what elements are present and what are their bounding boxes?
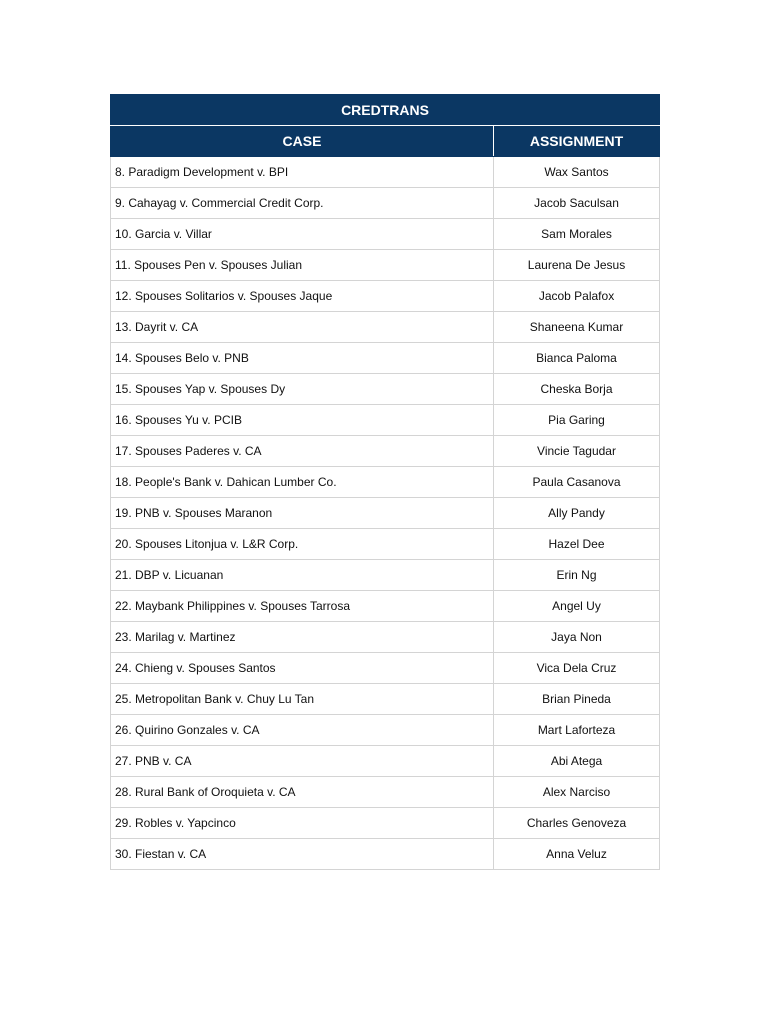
assignee-cell: Jacob Saculsan bbox=[494, 188, 660, 219]
assignee-cell: Vica Dela Cruz bbox=[494, 653, 660, 684]
case-name-cell: 10. Garcia v. Villar bbox=[111, 219, 494, 250]
table-row bbox=[111, 374, 660, 405]
assignee-cell: Anna Veluz bbox=[494, 839, 660, 870]
table-row bbox=[111, 250, 660, 281]
case-name-cell: 14. Spouses Belo v. PNB bbox=[111, 343, 494, 374]
case-name-cell: 24. Chieng v. Spouses Santos bbox=[111, 653, 494, 684]
case-name-cell: 18. People's Bank v. Dahican Lumber Co. bbox=[111, 467, 494, 498]
assignee-cell: Laurena De Jesus bbox=[494, 250, 660, 281]
case-name-cell: 27. PNB v. CA bbox=[111, 746, 494, 777]
table-row bbox=[111, 188, 660, 219]
case-name-cell: 29. Robles v. Yapcinco bbox=[111, 808, 494, 839]
assignee-cell: Erin Ng bbox=[494, 560, 660, 591]
case-name-cell: 20. Spouses Litonjua v. L&R Corp. bbox=[111, 529, 494, 560]
assignee-cell: Paula Casanova bbox=[494, 467, 660, 498]
table-row bbox=[111, 343, 660, 374]
column-header-row bbox=[111, 126, 660, 157]
case-assignment-sheet bbox=[110, 94, 659, 870]
table-row bbox=[111, 746, 660, 777]
assignee-cell: Shaneena Kumar bbox=[494, 312, 660, 343]
assignee-cell: Cheska Borja bbox=[494, 374, 660, 405]
table-row bbox=[111, 653, 660, 684]
table-row bbox=[111, 219, 660, 250]
table-row bbox=[111, 808, 660, 839]
table-row bbox=[111, 529, 660, 560]
assignee-cell: Vincie Tagudar bbox=[494, 436, 660, 467]
assignee-cell: Jacob Palafox bbox=[494, 281, 660, 312]
case-name-cell: 8. Paradigm Development v. BPI bbox=[111, 157, 494, 188]
assignee-cell: Hazel Dee bbox=[494, 529, 660, 560]
table-row bbox=[111, 715, 660, 746]
table-row bbox=[111, 467, 660, 498]
case-name-cell: 19. PNB v. Spouses Maranon bbox=[111, 498, 494, 529]
assignee-cell: Sam Morales bbox=[494, 219, 660, 250]
case-name-cell: 22. Maybank Philippines v. Spouses Tarrosa bbox=[111, 591, 494, 622]
table-row bbox=[111, 560, 660, 591]
case-name-cell: 16. Spouses Yu v. PCIB bbox=[111, 405, 494, 436]
assignee-cell: Abi Atega bbox=[494, 746, 660, 777]
table-row bbox=[111, 777, 660, 808]
table-row bbox=[111, 281, 660, 312]
case-name-cell: 17. Spouses Paderes v. CA bbox=[111, 436, 494, 467]
case-name-cell: 26. Quirino Gonzales v. CA bbox=[111, 715, 494, 746]
case-name-cell: 21. DBP v. Licuanan bbox=[111, 560, 494, 591]
table-row bbox=[111, 405, 660, 436]
case-name-cell: 13. Dayrit v. CA bbox=[111, 312, 494, 343]
table-row bbox=[111, 622, 660, 653]
case-name-cell: 30. Fiestan v. CA bbox=[111, 839, 494, 870]
table-row bbox=[111, 839, 660, 870]
case-column-header: CASE bbox=[111, 126, 494, 157]
case-name-cell: 15. Spouses Yap v. Spouses Dy bbox=[111, 374, 494, 405]
case-name-cell: 23. Marilag v. Martinez bbox=[111, 622, 494, 653]
case-name-cell: 28. Rural Bank of Oroquieta v. CA bbox=[111, 777, 494, 808]
table-title-row bbox=[111, 95, 660, 126]
case-name-cell: 25. Metropolitan Bank v. Chuy Lu Tan bbox=[111, 684, 494, 715]
table-row bbox=[111, 436, 660, 467]
case-name-cell: 12. Spouses Solitarios v. Spouses Jaque bbox=[111, 281, 494, 312]
assignee-cell: Pia Garing bbox=[494, 405, 660, 436]
assignee-cell: Wax Santos bbox=[494, 157, 660, 188]
assignee-cell: Alex Narciso bbox=[494, 777, 660, 808]
case-rows bbox=[111, 157, 660, 870]
table-row bbox=[111, 684, 660, 715]
assignee-cell: Mart Laforteza bbox=[494, 715, 660, 746]
assignment-column-header: ASSIGNMENT bbox=[494, 126, 660, 157]
assignee-cell: Bianca Paloma bbox=[494, 343, 660, 374]
assignee-cell: Angel Uy bbox=[494, 591, 660, 622]
table-row bbox=[111, 498, 660, 529]
assignee-cell: Brian Pineda bbox=[494, 684, 660, 715]
table-row bbox=[111, 157, 660, 188]
assignee-cell: Jaya Non bbox=[494, 622, 660, 653]
table-row bbox=[111, 312, 660, 343]
case-name-cell: 11. Spouses Pen v. Spouses Julian bbox=[111, 250, 494, 281]
table-row bbox=[111, 591, 660, 622]
table-title: CREDTRANS bbox=[111, 95, 660, 126]
case-assignment-table bbox=[110, 94, 660, 870]
assignee-cell: Charles Genoveza bbox=[494, 808, 660, 839]
assignee-cell: Ally Pandy bbox=[494, 498, 660, 529]
case-name-cell: 9. Cahayag v. Commercial Credit Corp. bbox=[111, 188, 494, 219]
